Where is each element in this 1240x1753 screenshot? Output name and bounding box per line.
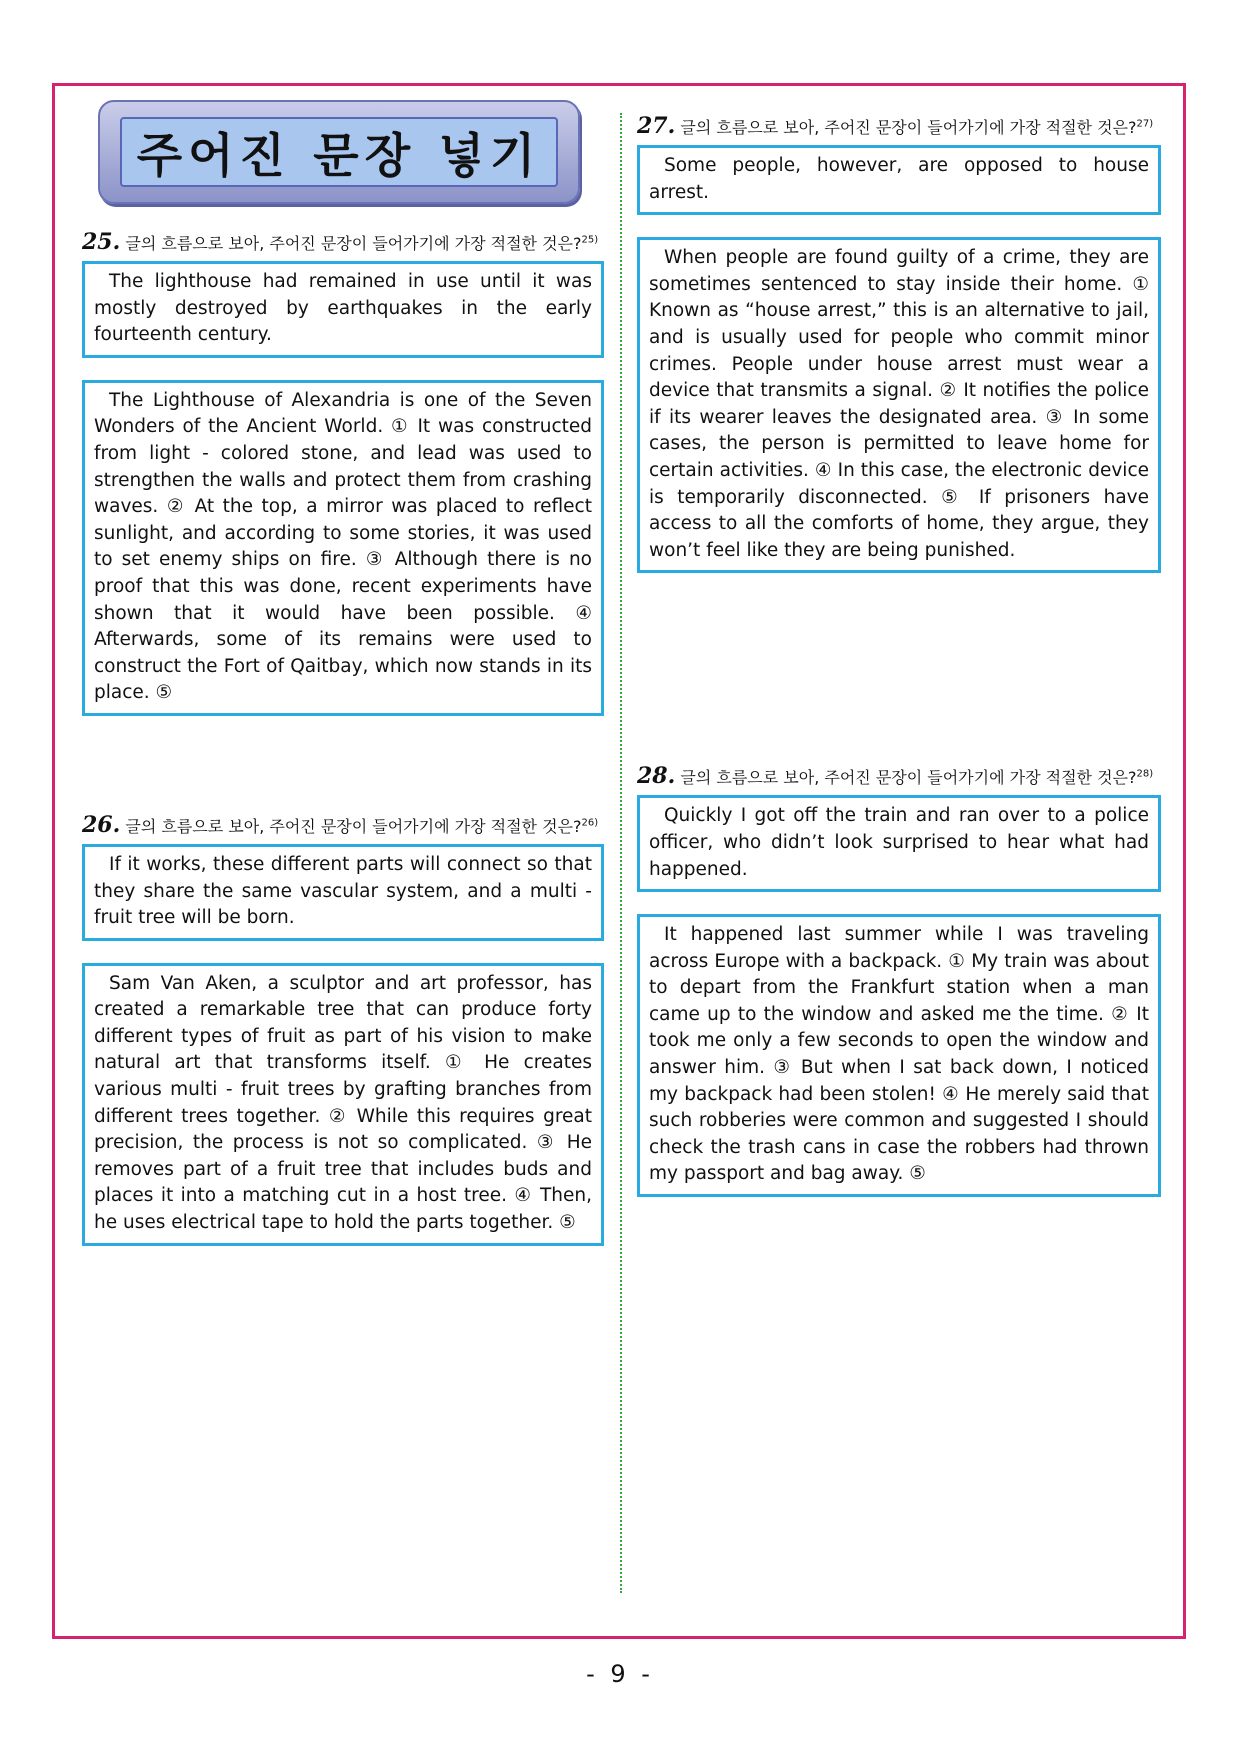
question-27 bbox=[637, 113, 1161, 573]
given-sentence-box: Quickly I got off the train and ran over to a police officer, who didn’t look surprised to hear what had happened. bbox=[637, 795, 1161, 892]
question-header bbox=[82, 229, 604, 255]
given-sentence-box: Some people, however, are opposed to house arrest. bbox=[637, 145, 1161, 215]
question-number: 27. bbox=[637, 113, 676, 139]
question-prompt: 글의 흐름으로 보아, 주어진 문장이 들어가기에 가장 적절한 것은? bbox=[680, 118, 1137, 137]
passage-box: It happened last summer while I was traveling across Europe with a backpack. ① My train was about to depart from the Frankfurt station when a man came up to the window and asked me the time. ② It took me only a few seconds to open the window and answer him. ③ But when I sat back down, I noticed my backpack had been stolen! ④ He merely said that such robberies were common and suggested I should check the trash cans in case the robbers had thrown my passport and bag away. ⑤ bbox=[637, 914, 1161, 1197]
page-number: - 9 - bbox=[586, 1660, 654, 1688]
question-28 bbox=[637, 763, 1161, 1197]
question-header bbox=[82, 812, 604, 838]
passage-box: When people are found guilty of a crime, they are sometimes sentenced to stay inside their home. ① Known as “house arrest,” this is an alternative to jail, and is usually used for people who commit minor crimes. People under house arrest must wear a device that transmits a signal. ② It notifies the police if its wearer leaves the designated area. ③ In some cases, the person is permitted to leave home for certain activities. ④ In this case, the electronic device is temporarily disconnected. ⑤ If prisoners have access to all the comforts of home, they argue, they won’t feel like they are being punished. bbox=[637, 237, 1161, 573]
column-divider bbox=[620, 113, 622, 1593]
question-number: 26. bbox=[82, 811, 121, 838]
question-number: 28. bbox=[637, 763, 676, 790]
passage-box: Sam Van Aken, a sculptor and art professor, has created a remarkable tree that can produce forty different types of fruit as part of his vision to make natural art that transforms itself. ① He creates various multi - fruit trees by grafting branches from different trees together. ② While this requires great precision, the process is not so complicated. ③ He removes part of a fruit tree that includes buds and places it into a matching cut in a host tree. ④ Then, he uses electrical tape to hold the parts together. ⑤ bbox=[82, 963, 604, 1246]
question-26 bbox=[82, 812, 604, 1246]
question-prompt: 글의 흐름으로 보아, 주어진 문장이 들어가기에 가장 적절한 것은? bbox=[125, 234, 582, 253]
question-header bbox=[637, 113, 1161, 139]
footnote-mark: 28) bbox=[1136, 768, 1154, 780]
question-prompt: 글의 흐름으로 보아, 주어진 문장이 들어가기에 가장 적절한 것은? bbox=[125, 816, 582, 836]
passage-box: The Lighthouse of Alexandria is one of the Seven Wonders of the Ancient World. ① It was constructed from light - colored stone, and lead was used to strengthen the walls and protect them from crashing waves. ② At the top, a mirror was placed to reflect sunlight, and according to some stories, it was used to set enemy ships on fire. ③ Although there is no proof that this was done, recent experiments have shown that it would have been possible. ④ Afterwards, some of its remains were used to construct the Fort of Qaitbay, which now stands in its place. ⑤ bbox=[82, 380, 604, 716]
section-title-banner bbox=[98, 100, 580, 204]
question-number: 25. bbox=[82, 229, 121, 255]
question-header bbox=[637, 763, 1161, 789]
given-sentence-box: The lighthouse had remained in use until it was mostly destroyed by earthquakes in the early fourteenth century. bbox=[82, 261, 604, 358]
section-title: 주어진 문장 넣기 bbox=[120, 117, 558, 187]
right-column bbox=[637, 100, 1161, 1197]
footnote-mark: 26) bbox=[581, 817, 599, 829]
footnote-mark: 25) bbox=[581, 234, 599, 246]
given-sentence-box: If it works, these different parts will connect so that they share the same vascular system, and a multi - fruit tree will be born. bbox=[82, 844, 604, 941]
question-prompt: 글의 흐름으로 보아, 주어진 문장이 들어가기에 가장 적절한 것은? bbox=[680, 768, 1137, 788]
question-25 bbox=[82, 229, 604, 716]
left-column bbox=[82, 100, 604, 1246]
footnote-mark: 27) bbox=[1136, 118, 1154, 130]
